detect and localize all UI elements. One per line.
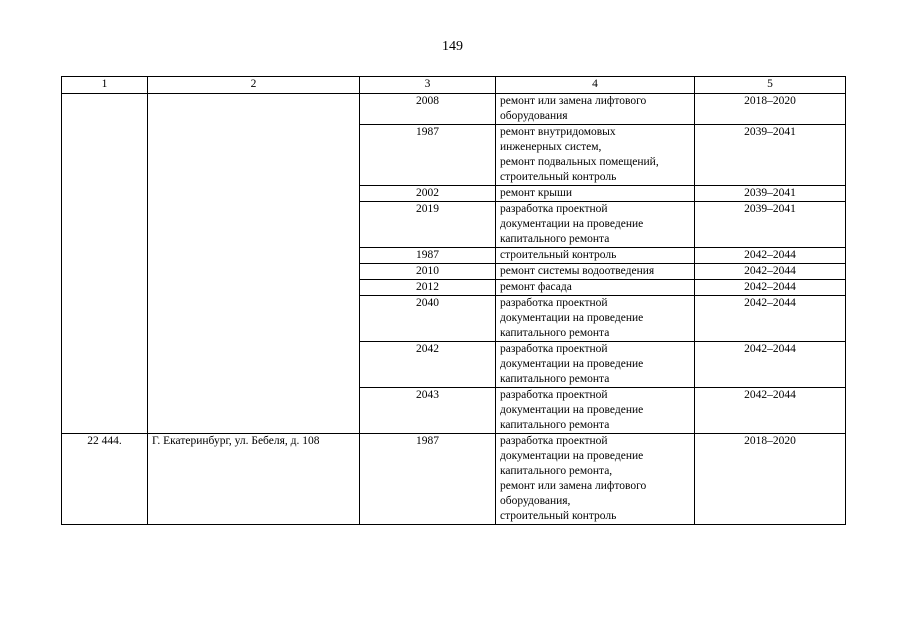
works-line: ремонт фасада: [500, 281, 572, 293]
works-line: ремонт системы водоотведения: [500, 265, 655, 277]
works-line: капитального ремонта: [500, 373, 610, 385]
year-cell: 2012: [360, 280, 496, 296]
year-cell: 1987: [360, 248, 496, 264]
year-cell: 2002: [360, 186, 496, 202]
year-cell: 1987: [360, 434, 496, 525]
year-cell: 2042: [360, 342, 496, 388]
works-cell: [496, 434, 695, 525]
works-cell: [496, 264, 695, 280]
period-cell: 2039–2041: [695, 202, 846, 248]
table-row: [62, 434, 846, 525]
page-number: 149: [442, 39, 463, 54]
works-line: капитального ремонта: [500, 419, 610, 431]
row-number-cell: 22 444.: [62, 434, 148, 525]
works-line: разработка проектной: [500, 343, 608, 355]
works-line: документации на проведение: [500, 312, 644, 324]
works-line: разработка проектной: [500, 435, 608, 447]
works-cell: [496, 280, 695, 296]
period-cell: 2039–2041: [695, 125, 846, 186]
year-cell: 1987: [360, 125, 496, 186]
works-line: ремонт или замена лифтового: [500, 480, 647, 492]
year-cell: 2043: [360, 388, 496, 434]
works-cell: [496, 248, 695, 264]
period-cell: 2042–2044: [695, 342, 846, 388]
works-cell: [496, 342, 695, 388]
column-header: 2: [148, 77, 360, 94]
works-line: строительный контроль: [500, 249, 617, 261]
works-line: ремонт крыши: [500, 187, 573, 199]
works-cell: [496, 125, 695, 186]
period-cell: 2042–2044: [695, 296, 846, 342]
works-line: инженерных систем,: [500, 141, 602, 153]
address-cell: Г. Екатеринбург, ул. Бебеля, д. 108: [148, 434, 360, 525]
row-number-cell: [62, 94, 148, 434]
works-line: строительный контроль: [500, 171, 617, 183]
works-cell: [496, 94, 695, 125]
period-cell: 2018–2020: [695, 94, 846, 125]
period-cell: 2039–2041: [695, 186, 846, 202]
column-header: 4: [496, 77, 695, 94]
works-line: капитального ремонта: [500, 327, 610, 339]
capital-repair-table: [61, 76, 846, 525]
works-line: ремонт внутридомовых: [500, 126, 616, 138]
works-cell: [496, 388, 695, 434]
address-cell: [148, 94, 360, 434]
column-header: 5: [695, 77, 846, 94]
works-line: документации на проведение: [500, 450, 644, 462]
works-line: разработка проектной: [500, 203, 608, 215]
works-cell: [496, 202, 695, 248]
works-line: разработка проектной: [500, 389, 608, 401]
works-cell: [496, 186, 695, 202]
column-header: 3: [360, 77, 496, 94]
year-cell: 2040: [360, 296, 496, 342]
column-header: 1: [62, 77, 148, 94]
works-line: документации на проведение: [500, 404, 644, 416]
works-line: документации на проведение: [500, 358, 644, 370]
works-cell: [496, 296, 695, 342]
period-cell: 2042–2044: [695, 280, 846, 296]
year-cell: 2008: [360, 94, 496, 125]
year-cell: 2019: [360, 202, 496, 248]
period-cell: 2042–2044: [695, 264, 846, 280]
works-line: документации на проведение: [500, 218, 644, 230]
works-line: разработка проектной: [500, 297, 608, 309]
works-line: ремонт подвальных помещений,: [500, 156, 659, 168]
works-line: капитального ремонта: [500, 233, 610, 245]
works-line: капитального ремонта,: [500, 465, 613, 477]
works-line: строительный контроль: [500, 510, 617, 522]
year-cell: 2010: [360, 264, 496, 280]
period-cell: 2042–2044: [695, 388, 846, 434]
table-row: [62, 94, 846, 125]
works-line: ремонт или замена лифтового: [500, 95, 647, 107]
works-line: оборудования: [500, 110, 568, 122]
table-header-row: [62, 77, 846, 94]
works-line: оборудования,: [500, 495, 571, 507]
period-cell: 2042–2044: [695, 248, 846, 264]
period-cell: 2018–2020: [695, 434, 846, 525]
